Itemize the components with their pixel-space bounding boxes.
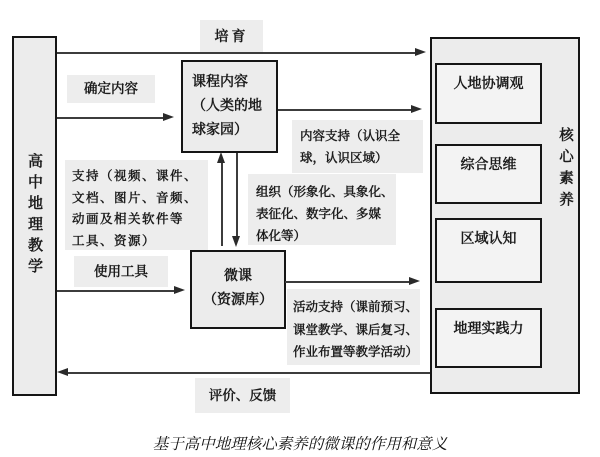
resource-support-line: 工具、资源） [72, 233, 157, 248]
course-content-line: 球家园） [192, 121, 248, 137]
course-content-line: （人类的地 [192, 97, 262, 113]
support-up-arrowhead-icon [217, 152, 225, 163]
literacy-item-regional-cognition [435, 218, 542, 283]
organize-down-arrowhead-icon [232, 236, 240, 247]
resource-support-line: 动画及相关软件等 [72, 212, 185, 226]
teaching-node-label: 高中地理教学 [26, 153, 43, 279]
literacy-item-label: 人地协调观 [453, 75, 524, 91]
content-support-arrowhead-icon [411, 105, 422, 113]
activity-support-line: 活动支持（课前预习、 [293, 300, 419, 314]
activity-support-label [287, 289, 420, 365]
activity-support-arrowhead-icon [409, 277, 420, 285]
cultivate-arrowhead-icon [415, 48, 426, 56]
course-content-line: 课程内容 [192, 73, 248, 89]
diagram-caption: 基于高中地理核心素养的微课的作用和意义 [152, 435, 448, 453]
determine-content-label-text: 确定内容 [84, 81, 138, 96]
micro-lesson-line: 微课 [224, 267, 252, 283]
organize-label [248, 174, 396, 245]
cultivate-label [200, 20, 263, 52]
organize-down-arrow [236, 153, 238, 237]
evaluate-feedback-label-text: 评价、反馈 [208, 387, 277, 403]
use-tools-arrow [57, 290, 175, 292]
resource-support-line: 文档、图片、音频、 [72, 190, 199, 205]
cultivate-label-text: 培育 [214, 28, 249, 44]
determine-content-arrow [57, 117, 164, 119]
activity-support-arrow [285, 281, 410, 283]
content-support-line: 内容支持（认识全 [300, 129, 401, 143]
literacy-item-label: 地理实践力 [453, 320, 524, 336]
core-literacy-side-label: 核心素养 [557, 127, 573, 213]
activity-support-line: 课堂教学、课后复习、 [293, 322, 419, 337]
use-tools-arrowhead-icon [174, 286, 185, 294]
cultivate-arrow [57, 52, 416, 54]
organize-line: 组织（形象化、具象化、 [256, 185, 394, 199]
evaluate-feedback-arrow [68, 372, 430, 374]
literacy-item-label: 综合思维 [460, 156, 517, 172]
organize-line: 体化等） [256, 229, 307, 243]
activity-support-line: 作业布置等教学活动） [293, 345, 419, 359]
resource-support-line: 支持（视频、课件、 [72, 169, 199, 183]
micro-lesson-line: （资源库） [203, 291, 273, 307]
literacy-item-human-land [435, 63, 542, 124]
micro-lesson-node [190, 250, 286, 329]
resource-support-label [65, 160, 208, 250]
literacy-item-label: 区域认知 [460, 230, 517, 246]
determine-content-label [67, 75, 155, 103]
core-literacy-panel [430, 37, 580, 394]
use-tools-label [74, 256, 168, 287]
content-support-label [292, 120, 423, 173]
content-support-line: 球，认识区域） [300, 151, 388, 165]
teaching-node [12, 36, 57, 396]
content-support-arrow [278, 109, 412, 111]
use-tools-label-text: 使用工具 [94, 263, 148, 279]
organize-line: 表征化、数字化、多媒 [256, 207, 382, 221]
support-up-arrow [221, 162, 223, 246]
literacy-item-comprehensive-thinking [435, 144, 542, 204]
literacy-item-geo-practice [435, 308, 542, 368]
evaluate-feedback-arrowhead-icon [57, 368, 68, 376]
determine-content-arrowhead-icon [163, 113, 174, 121]
course-content-node [181, 60, 278, 153]
evaluate-feedback-label [195, 378, 290, 413]
